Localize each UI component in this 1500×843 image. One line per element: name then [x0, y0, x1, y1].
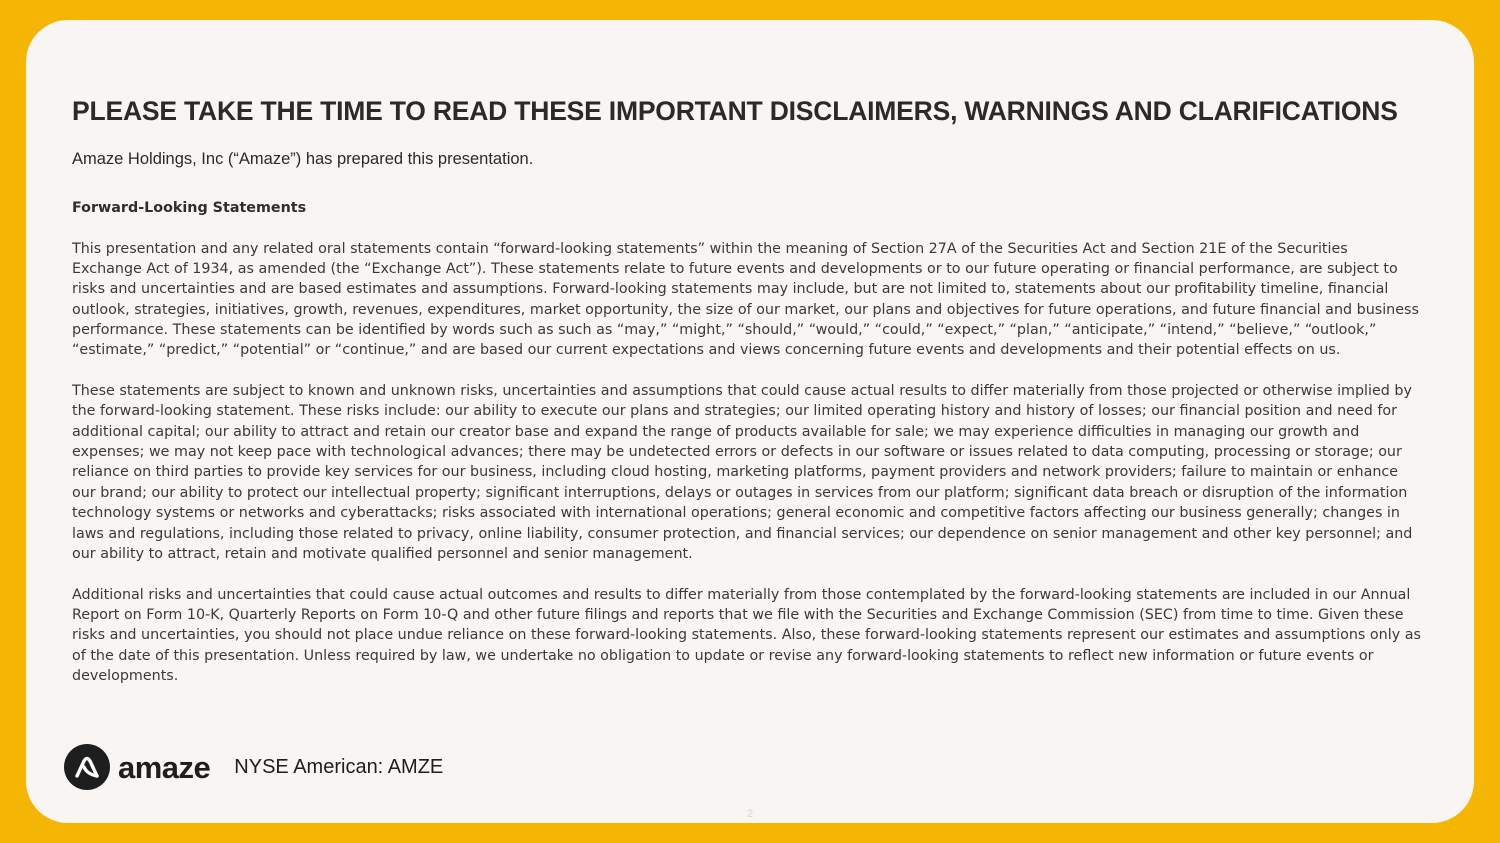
disclaimer-body [72, 198, 1422, 707]
ticker-symbol: NYSE American: AMZE [234, 755, 444, 778]
intro-text: Amaze Holdings, Inc (“Amaze”) has prepared this presentation. [72, 150, 534, 168]
footer [64, 743, 443, 791]
amaze-logo-icon [64, 744, 110, 790]
paragraph-additional-risks: Additional risks and uncertainties that could cause actual outcomes and results to differ materially from those contemplated by the forward-looking statements are included in our Annual Report on Form 10-K, Quarterly Reports on Form 10-Q and other future filings and reports that we file with the Securities and Exchange Commission (SEC) from time to time. Given these risks and uncertainties, you should not place undue reliance on these forward-looking statements. Also, these forward-looking statements represent our estimates and assumptions only as of the date of this presentation. Unless required by law, we undertake no obligation to update or revise any forward-looking statements to reflect new information or future events or developments. [72, 586, 1421, 684]
section-heading: Forward-Looking Statements [72, 200, 307, 216]
page-title: PLEASE TAKE THE TIME TO READ THESE IMPORTANT DISCLAIMERS, WARNINGS AND CLARIFICATIONS [72, 96, 1398, 126]
logo-wordmark: amaze [118, 749, 211, 785]
paragraph-risks: These statements are subject to known and unknown risks, uncertainties and assumptions that could cause actual results to differ materially from those projected or otherwise implied by the forward-looking statement. These risks include: our ability to execute our plans and strategies; our limited operating history and history of losses; our financial position and need for additional capital; our ability to attract and retain our creator base and expand the range of products available for sale; we may experience difficulties in managing our growth and expenses; we may not keep pace with technological advances; there may be undetected errors or defects in our software or issues related to data computing, processing or storage; our reliance on third parties to provide key services for our business, including cloud hosting, marketing platforms, payment providers and network providers; failure to maintain or enhance our brand; our ability to protect our intellectual property; significant interruptions, delays or outages in services from our platform; significant data breach or disruption of the information technology systems or networks and cyberattacks; risks associated with international operations; general economic and competitive factors affecting our business generally; changes in laws and regulations, including those related to privacy, online liability, consumer protection, and financial services; our dependence on senior management and other key personnel; and our ability to attract, retain and motivate qualified personnel and senior management. [72, 383, 1413, 562]
paragraph-forward-looking: This presentation and any related oral statements contain “forward-looking statements” within the meaning of Section 27A of the Securities Act and Section 21E of the Securities Exchange Act of 1934, as amended (the “Exchange Act”). These statements relate to future events and developments or to our future operating or financial performance, are subject to risks and uncertainties and are based estimates and assumptions. Forward-looking statements may include, but are not limited to, statements about our profitability timeline, financial outlook, strategies, initiatives, growth, revenues, expenditures, market opportunity, the size of our market, our plans and objectives for future operations, and future financial and business performance. These statements can be identified by words such as such as “may,” “might,” “should,” “would,” “could,” “expect,” “plan,” “anticipate,” “intend,” “believe,” “outlook,” “estimate,” “predict,” “potential” or “continue,” and are based our current expectations and views concerning future events and developments and their potential effects on us. [72, 240, 1419, 359]
page-number: 2 [746, 808, 754, 820]
slide-card [26, 20, 1474, 823]
